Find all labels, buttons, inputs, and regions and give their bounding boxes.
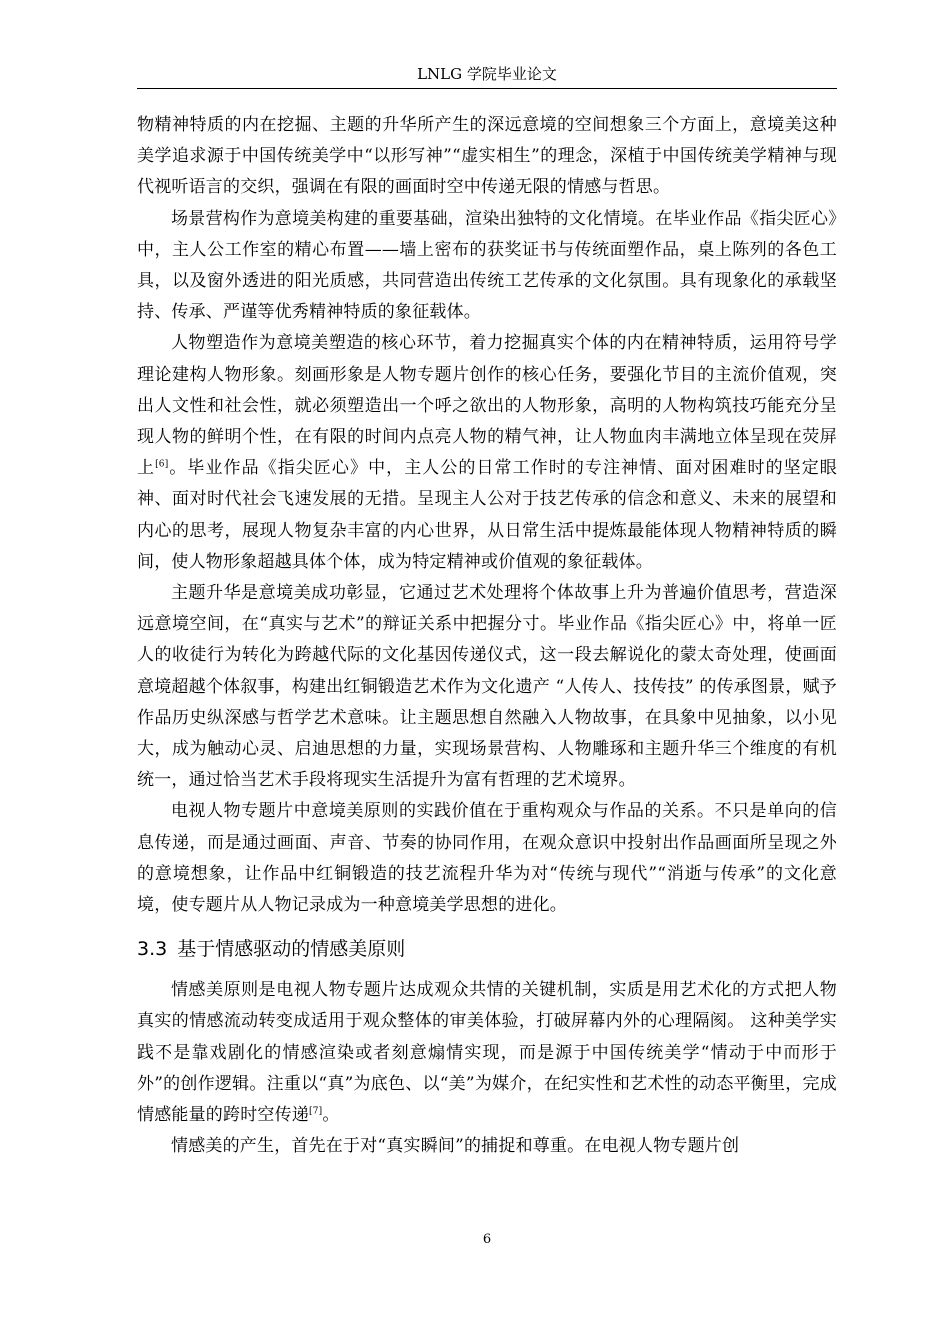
paragraph-text: 物精神特质的内在挖掘、主题的升华所产生的深远意境的空间想象三个方面上，意境美这种美学追求源于中国传统美学中“以形写神”“虚实相生”的理念，深植于中国传统美学精神与现代视听语言的交织，强调在有限的画面时空中传递无限的情感与哲思。 <box>137 115 837 198</box>
page-header: LNLG 学院毕业论文 <box>417 65 557 83</box>
citation-ref: [6] <box>155 459 169 470</box>
paragraph-text: 主题升华是意境美成功彰显，它通过艺术处理将个体故事上升为普遍价值思考，营造深远意境空间，在“真实与艺术”的辩证关系中把握分寸。毕业作品《指尖匠心》中，将单一匠人的收徒行为转化为跨越代际的文化基因传递仪式，这一段去解说化的蒙太奇处理，使画面意境超越个体叙事，构建出红铜锻造艺术作为文化遗产 “人传人、技传技” 的传承图景，赋予作品历史纵深感与哲学艺术意味。让主题思想自然融入人物故事，在具象中见抽象，以小见大，成为触动心灵、启迪思想的力量，实现场景营构、人物雕琢和主题升华三个维度的有机统一，通过恰当艺术手段将现实生活提升为富有哲理的艺术境界。 <box>137 583 837 791</box>
paragraph-text: 情感美的产生，首先在于对“真实瞬间”的捕捉和尊重。在电视人物专题片创 <box>171 1136 740 1157</box>
header-rule <box>137 88 837 89</box>
paragraph <box>137 328 837 578</box>
section-number: 3.3 <box>137 938 168 961</box>
paragraph-text-continued: 。 <box>322 1105 340 1126</box>
paragraph-text: 场景营构作为意境美构建的重要基础，渲染出独特的文化情境。在毕业作品《指尖匠心》中，主人公工作室的精心布置——墙上密布的获奖证书与传统面塑作品，桌上陈列的各色工具，以及窗外透进的阳光质感，共同营造出传统工艺传承的文化氛围。具有现象化的承载坚持、传承、严谨等优秀精神特质的象征载体。 <box>137 208 837 323</box>
paragraph <box>137 975 837 1131</box>
paragraph <box>137 578 837 796</box>
page-body <box>137 110 837 1163</box>
paragraph <box>137 1131 837 1162</box>
paragraph-text-continued: 。毕业作品《指尖匠心》中，主人公的日常工作时的专注神情、面对困难时的坚定眼神、面对时代社会飞速发展的无措。呈现主人公对于技艺传承的信念和意义、未来的展望和内心的思考，展现人物复杂丰富的内心世界，从日常生活中提炼最能体现人物精神特质的瞬间，使人物形象超越具体个体，成为特定精神或价值观的象征载体。 <box>137 458 837 572</box>
citation-ref: [7] <box>309 1106 323 1117</box>
paragraph <box>137 796 837 921</box>
paragraph <box>137 110 837 204</box>
paragraph <box>137 204 837 329</box>
section-heading <box>137 929 837 969</box>
page-number: 6 <box>482 1232 492 1247</box>
paragraph-text: 情感美原则是电视人物专题片达成观众共情的关键机制，实质是用艺术化的方式把人物真实的情感流动转变成适用于观众整体的审美体验，打破屏幕内外的心理隔阂。 这种美学实践不是靠戏剧化的情感渲染或者刻意煽情实现，而是源于中国传统美学“情动于中而形于外”的创作逻辑。注重以“真”为底色、以“美”为媒介，在纪实性和艺术性的动态平衡里，完成情感能量的跨时空传递 <box>137 980 837 1126</box>
paragraph-text: 人物塑造作为意境美塑造的核心环节，着力挖掘真实个体的内在精神特质，运用符号学理论建构人物形象。刻画形象是人物专题片创作的核心任务，要强化节目的主流价值观，突出人文性和社会性，就必须塑造出一个呼之欲出的人物形象，高明的人物构筑技巧能充分呈现人物的鲜明个性，在有限的时间内点亮人物的精气神，让人物血肉丰满地立体呈现在荧屏上 <box>137 333 837 479</box>
section-title: 基于情感驱动的情感美原则 <box>177 938 406 961</box>
paragraph-text: 电视人物专题片中意境美原则的实践价值在于重构观众与作品的关系。不只是单向的信息传递，而是通过画面、声音、节奏的协同作用，在观众意识中投射出作品画面所呈现之外的意境想象，让作品中红铜锻造的技艺流程升华为对“传统与现代”“消逝与传承”的文化意境，使专题片从人物记录成为一种意境美学思想的进化。 <box>137 801 837 916</box>
